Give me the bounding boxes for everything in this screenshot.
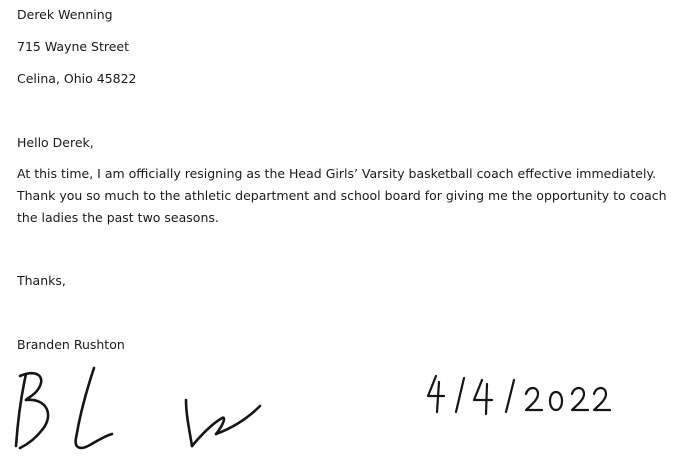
recipient-street: 715 Wayne Street [17, 39, 130, 54]
body-line: the ladies the past two seasons. [17, 210, 219, 225]
body-line: Thank you so much to the athletic department and school board for giving me the opportunity to coach [17, 188, 667, 203]
letter-body [17, 163, 677, 229]
letter-greeting: Hello Derek, [17, 135, 94, 150]
body-line: At this time, I am officially resigning as the Head Girls’ Varsity basketball coach effective immediately. [17, 166, 657, 181]
handwritten-date [420, 370, 620, 420]
recipient-city-state-zip: Celina, Ohio 45822 [17, 71, 137, 86]
handwritten-signature [6, 362, 276, 458]
letter-closing: Thanks, [17, 273, 66, 288]
sender-name: Branden Rushton [17, 337, 125, 352]
recipient-name: Derek Wenning [17, 7, 113, 22]
